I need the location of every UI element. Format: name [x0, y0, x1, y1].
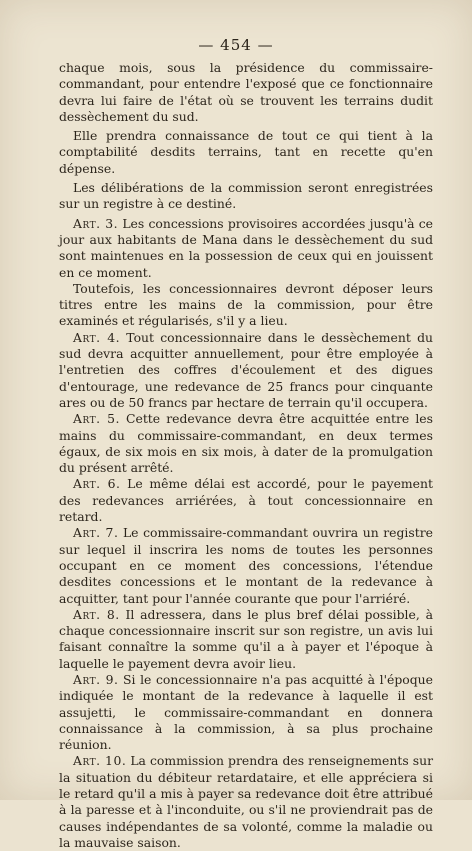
- page-number: — 454 —: [198, 36, 274, 54]
- article-number: Art. 8.: [73, 606, 120, 622]
- paragraph: [59, 60, 433, 125]
- paragraph: [59, 281, 433, 330]
- article-paragraph: [59, 476, 433, 525]
- article-paragraph: [59, 525, 433, 606]
- paragraph-text: Tout concessionnaire dans le dessèchement du sud devra acquitter annuellement, pour être employée à l'entretien des coffres d'écoulement et des digues d'entourage, une redevance de 25 francs pour cinquante ares ou de 50 francs par hectare de terrain qu'il occupera.: [59, 329, 433, 410]
- article-number: Art. 7.: [73, 525, 119, 541]
- article-paragraph: [59, 672, 433, 753]
- article-number: Art. 5.: [73, 411, 120, 427]
- paragraph-text: Le même délai est accordé, pour le payement des redevances arriérées, à tout concessionnaire en retard.: [59, 476, 433, 525]
- article-number: Art. 3.: [73, 215, 119, 231]
- article-paragraph: [59, 330, 433, 411]
- paragraph-text: Toutefois, les concessionnaires devront déposer leurs titres entre les mains de la commission, pour être examinés et régularisés, s'il y a lieu.: [59, 280, 433, 329]
- paragraph: [59, 128, 433, 177]
- paragraph-text: Les concessions provisoires accordées jusqu'à ce jour aux habitants de Mana dans le dessèchement du sud sont maintenues en la possession de ceux qui en jouissent en ce moment.: [59, 215, 433, 280]
- article-paragraph: [59, 216, 433, 281]
- paragraph-text: Cette redevance devra être acquittée entre les mains du commissaire-commandant, en deux termes égaux, de six mois en six mois, à dater de la promulgation du présent arrêté.: [59, 411, 433, 476]
- paragraph-text: Elle prendra connaissance de tout ce qui tient à la comptabilité desdits terrains, tant en recette qu'en dépense.: [59, 128, 433, 176]
- article-paragraph: [59, 607, 433, 672]
- article-number: Art. 4.: [73, 329, 121, 345]
- article-number: Art. 10.: [73, 753, 127, 769]
- article-number: Art. 9.: [73, 671, 119, 687]
- paragraph-text: La commission prendra des renseignements sur la situation du débiteur retardataire, et elle appréciera si le retard qu'il a mis à payer sa redevance doit être attribué à la paresse et à l'inconduite, ou s'il ne proviendrait pas de causes indépendantes de sa volonté, comme la maladie ou la mauvaise saison.: [59, 753, 433, 850]
- article-paragraph: [59, 753, 433, 851]
- body-text: [59, 60, 433, 851]
- article-paragraph: [59, 411, 433, 476]
- paragraph-text: Si le concessionnaire n'a pas acquitté à l'époque indiquée le montant de la redevance à laquelle il est assujetti, le commissaire-commandant en donnera connaissance à la commission, à sa plus prochaine réunion.: [59, 671, 433, 753]
- paragraph-text: Il adressera, dans le plus bref délai possible, à chaque concessionnaire inscrit sur son registre, un avis lui faisant connaître la somme qu'il a à payer et l'époque à laquelle le payement devra avoir lieu.: [59, 606, 433, 671]
- paragraph-text: Le commissaire-commandant ouvrira un registre sur lequel il inscrira les noms de toutes les personnes occupant en ce moment des concessions, l'étendue desdites concessions et le montant de la redevance à acquitter, tant pour l'année courante que pour l'arriéré.: [59, 525, 433, 606]
- paragraph-text: Les délibérations de la commission seront enregistrées sur un registre à ce destiné.: [59, 180, 433, 212]
- article-number: Art. 6.: [73, 476, 121, 492]
- paragraph: [59, 180, 433, 213]
- paragraph-text: chaque mois, sous la présidence du commissaire-commandant, pour entendre l'exposé que ce fonctionnaire devra lui faire de l'état où se trouvent les terrains dudit dessèchement du sud.: [59, 60, 433, 124]
